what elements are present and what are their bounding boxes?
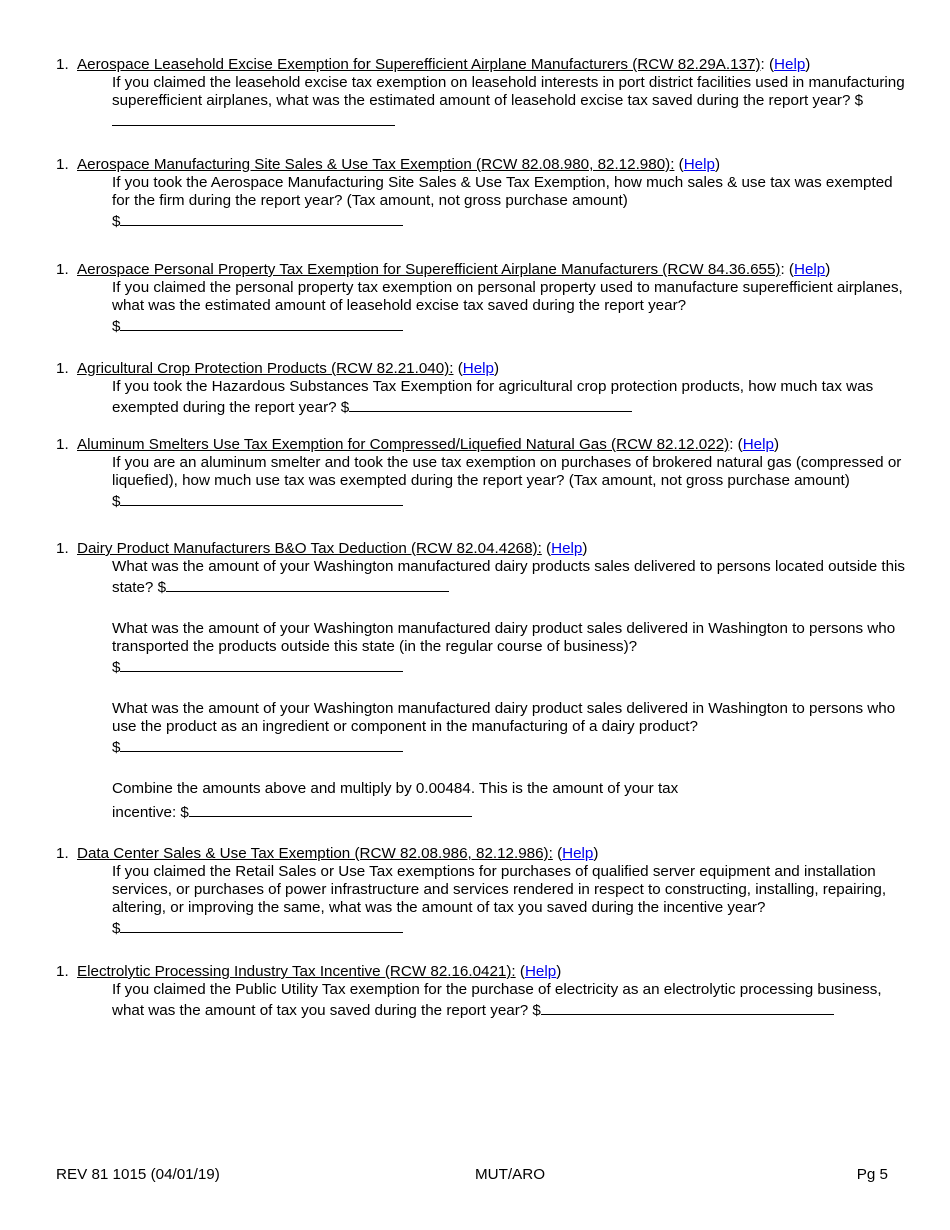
item-number: 1. <box>56 963 69 980</box>
question-text: If you took the Aerospace Manufacturing Site Sales & Use Tax Exemption, how much sales & use tax was exempted for the firm during the report year? (Tax amount, not gross purchase amount) <box>112 174 893 209</box>
item-title: Aerospace Leasehold Excise Exemption for Superefficient Airplane Manufacturers (RCW 82.29A.137) <box>77 56 761 73</box>
help-link[interactable]: Help <box>793 261 826 278</box>
amount-field[interactable] <box>120 656 403 672</box>
incentive-item-aerospace-personal-property <box>56 261 910 336</box>
item-title: Data Center Sales & Use Tax Exemption (RCW 82.08.986, 82.12.986): <box>77 845 553 862</box>
question-text: What was the amount of your Washington manufactured dairy product sales delivered in Washington to persons who transported the products outside this state (in the regular course of business)? <box>112 620 896 655</box>
help-link[interactable]: Help <box>524 963 557 980</box>
question: If you took the Aerospace Manufacturing Site Sales & Use Tax Exemption, how much sales & use tax was exempted for the firm during the report year? (Tax amount, not gross purchase amount) $ <box>112 174 910 231</box>
amount-field[interactable] <box>112 110 395 126</box>
question: If you are an aluminum smelter and took the use tax exemption on purchases of brokered natural gas (compressed or liquefied), how much use tax was exempted during the report year? (Tax amount, not gross purchase amount) $ <box>112 454 910 511</box>
question-text: Combine the amounts above and multiply by 0.00484. This is the amount of your tax <box>112 780 679 797</box>
incentive-item-aerospace-site <box>56 156 910 231</box>
item-number: 1. <box>56 156 69 173</box>
question: If you claimed the Retail Sales or Use Tax exemptions for purchases of qualified server equipment and installation services, or purchases of power infrastructure and services rendered in respect to constructing, installing, repairing, altering, or improving the same, what was the amount of tax you saved during the incentive year? $ <box>112 863 910 938</box>
question-text: If you claimed the Public Utility Tax exemption for the purchase of electricity as an electrolytic processing business, what was the amount of tax you saved during the report year? $ <box>112 981 882 1019</box>
help-link[interactable]: Help <box>683 156 715 173</box>
amount-field[interactable] <box>541 999 834 1015</box>
question-text: If you claimed the Retail Sales or Use Tax exemptions for purchases of qualified server equipment and installation services, or purchases of power infrastructure and services rendered in respect to constructing, installing, repairing, altering, or improving the same, what was the amount of tax you saved during the incentive year? <box>112 863 887 916</box>
help-link[interactable]: Help <box>774 56 806 73</box>
amount-field[interactable] <box>120 736 403 752</box>
incentive-item-electrolytic <box>56 963 910 1020</box>
item-heading: 1. Aerospace Manufacturing Site Sales & Use Tax Exemption (RCW 82.08.980, 82.12.980): (Help) <box>56 156 721 173</box>
question: If you claimed the personal property tax exemption on personal property used to manufacture superefficient airplanes, what was the estimated amount of leasehold excise tax saved during the report year? $ <box>112 279 910 336</box>
question: What was the amount of your Washington manufactured dairy products sales delivered to persons located outside this state? $ What was the amount of your Washington manufactured dairy product sales delivered in Washington to persons who transported the products outside this state (in the regular course of business)? $ What was the amount of your Washington manufactured dairy product sales delivered in Washington to persons who use the product as an ingredient or component in the manufacturing of a dairy product? $ Combine the amounts above and multiply by 0.00484. This is the amount of your tax incentive: $ <box>112 558 910 822</box>
item-title: Electrolytic Processing Industry Tax Incentive (RCW 82.16.0421): <box>77 963 516 980</box>
question <box>112 74 910 131</box>
item-number: 1. <box>56 56 69 73</box>
item-title: Aerospace Personal Property Tax Exemption for Superefficient Airplane Manufacturers (RCW 84.36.655) <box>77 261 781 278</box>
question-text: If you took the Hazardous Substances Tax Exemption for agricultural crop protection products, how much tax was exempted during the report year? $ <box>112 378 874 416</box>
item-heading: 1. Aluminum Smelters Use Tax Exemption for Compressed/Liquefied Natural Gas (RCW 82.12.022): (Help) <box>56 436 780 453</box>
form-id: REV 81 1015 (04/01/19) <box>56 1166 220 1183</box>
item-number: 1. <box>56 360 69 377</box>
incentive-item-dairy-product <box>56 540 910 822</box>
item-title: Dairy Product Manufacturers B&O Tax Deduction (RCW 82.04.4268): <box>77 540 542 557</box>
incentive-item-data-center <box>56 845 910 938</box>
item-title: Aerospace Manufacturing Site Sales & Use Tax Exemption (RCW 82.08.980, 82.12.980): <box>77 156 675 173</box>
item-heading: 1. Aerospace Leasehold Excise Exemption for Superefficient Airplane Manufacturers (RCW 82.29A.137): (Help) <box>56 56 811 73</box>
page-number: Pg 5 <box>856 1166 888 1183</box>
footer-center: MUT/ARO <box>475 1166 546 1183</box>
question-text: If you claimed the personal property tax exemption on personal property used to manufacture superefficient airplanes, what was the estimated amount of leasehold excise tax saved during the report year? <box>112 279 903 314</box>
item-number: 1. <box>56 261 69 278</box>
item-title: Agricultural Crop Protection Products (RCW 82.21.040): <box>77 360 454 377</box>
item-heading: 1. Electrolytic Processing Industry Tax Incentive (RCW 82.16.0421): (Help) <box>56 963 562 980</box>
amount-field[interactable] <box>189 801 472 817</box>
question <box>112 378 910 417</box>
help-link[interactable]: Help <box>562 845 594 862</box>
incentive-item-aerospace-leasehold <box>56 56 910 131</box>
incentive-item-agricultural-crop <box>56 360 910 417</box>
item-title: Aluminum Smelters Use Tax Exemption for Compressed/Liquefied Natural Gas (RCW 82.12.022) <box>77 436 730 453</box>
question <box>112 981 910 1020</box>
item-heading: 1. Dairy Product Manufacturers B&O Tax Deduction (RCW 82.04.4268): (Help) <box>56 540 588 557</box>
help-link[interactable]: Help <box>551 540 583 557</box>
amount-field[interactable] <box>120 210 403 226</box>
help-link[interactable]: Help <box>742 436 774 453</box>
question-text: What was the amount of your Washington manufactured dairy products sales delivered to persons located outside this state? $ <box>112 558 905 596</box>
help-link[interactable]: Help <box>462 360 495 377</box>
amount-field[interactable] <box>349 396 632 412</box>
amount-field[interactable] <box>120 917 403 933</box>
question-text: If you are an aluminum smelter and took the use tax exemption on purchases of brokered natural gas (compressed or liquefied), how much use tax was exempted during the report year? (Tax amount, not gross purchase amount) <box>112 454 902 489</box>
page-footer <box>56 1166 888 1184</box>
question-text: If you claimed the leasehold excise tax exemption on leasehold interests in port district facilities used in manufacturing superefficient airplanes, what was the estimated amount of leasehold excise tax saved during the report year? $ <box>112 74 905 109</box>
incentive-item-aluminum-smelters <box>56 436 910 511</box>
item-number: 1. <box>56 540 69 557</box>
item-number: 1. <box>56 436 69 453</box>
amount-field[interactable] <box>166 576 449 592</box>
amount-field[interactable] <box>120 490 403 506</box>
amount-field[interactable] <box>120 315 403 331</box>
item-number: 1. <box>56 845 69 862</box>
question-text: What was the amount of your Washington manufactured dairy product sales delivered in Washington to persons who use the product as an ingredient or component in the manufacturing of a dairy product? <box>112 700 896 735</box>
item-heading: 1. Aerospace Personal Property Tax Exemption for Superefficient Airplane Manufacturers (RCW 84.36.655): (Help) <box>56 261 831 278</box>
item-heading: 1. Agricultural Crop Protection Products (RCW 82.21.040): (Help) <box>56 360 500 377</box>
item-heading: 1. Data Center Sales & Use Tax Exemption (RCW 82.08.986, 82.12.986): (Help) <box>56 845 599 862</box>
